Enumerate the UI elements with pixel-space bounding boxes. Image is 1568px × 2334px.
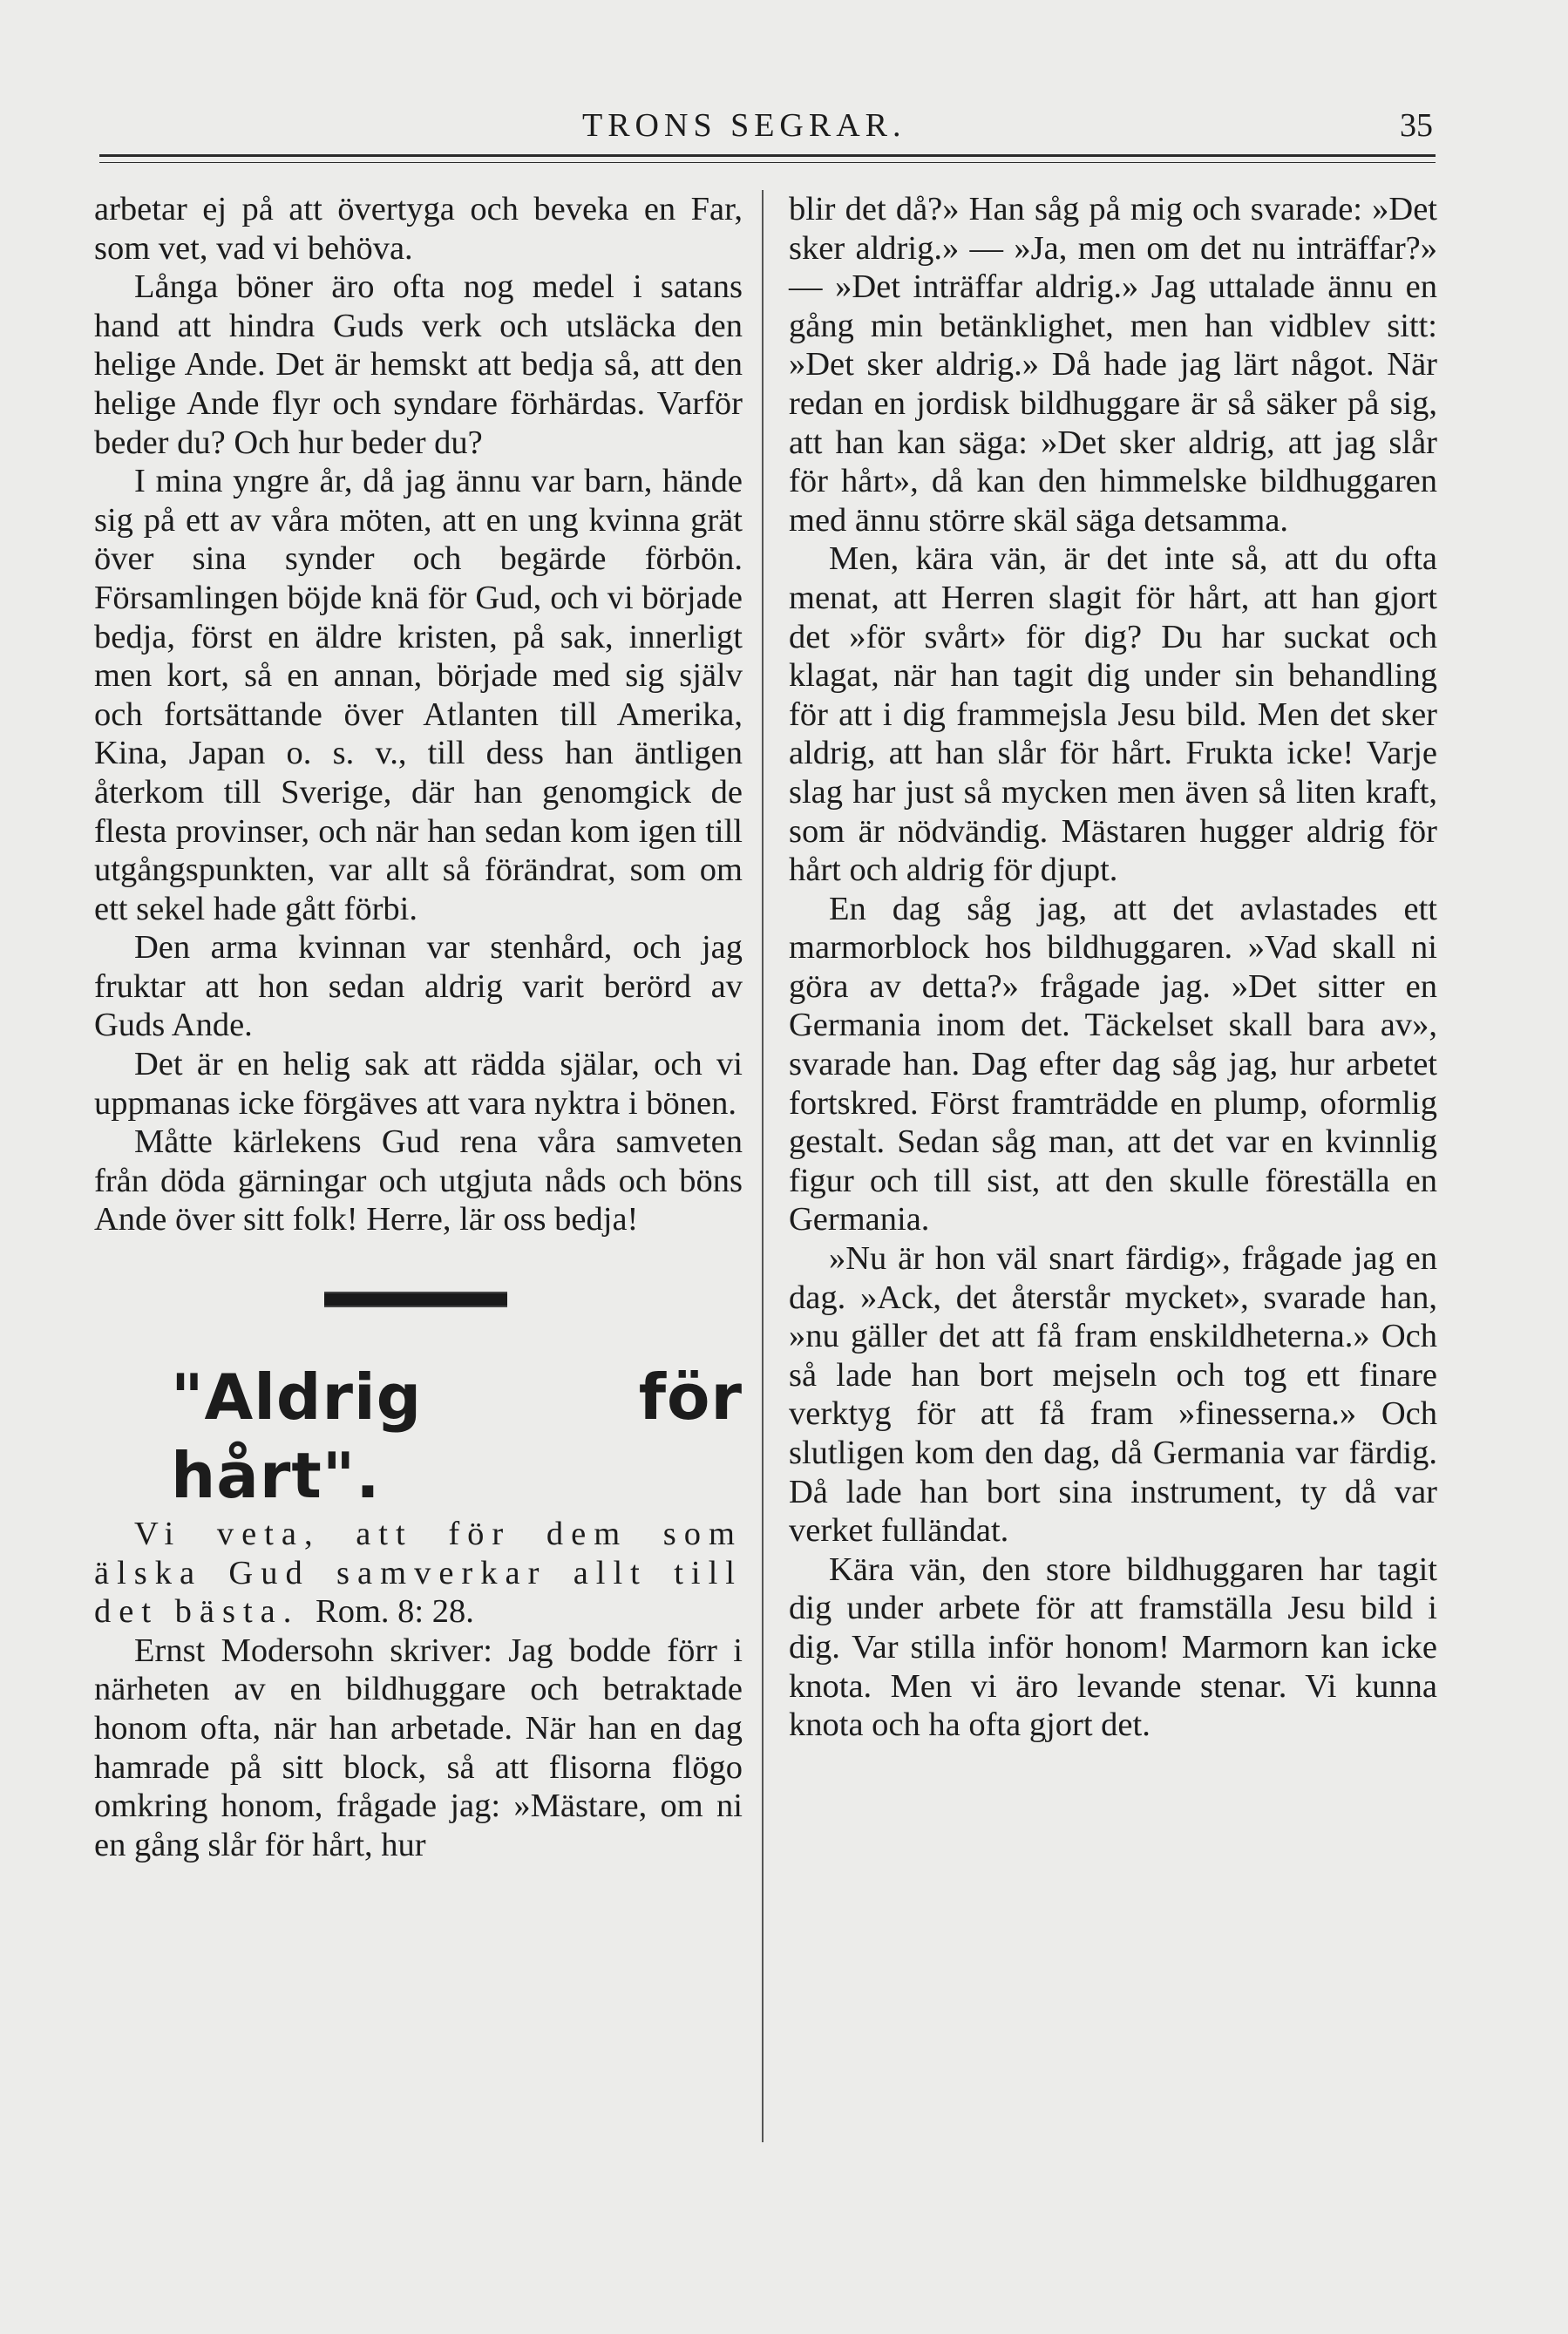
paragraph: »Nu är hon väl snart färdig», frågade jag en dag. »Ack, det återstår mycket», svarade han, »nu gäller det att få fram enskildheterna.» Och så lade han bort mejseln och tog ett finare verktyg för att få fram »finesserna.» Och slutligen kom den dag, då Germania var färdig. Då lade han bort sina instrument, ty då var verket fulländat. bbox=[789, 1240, 1437, 1550]
running-header bbox=[0, 103, 1568, 155]
right-column bbox=[789, 190, 1437, 1745]
paragraph: Men, kära vän, är det inte så, att du ofta menat, att Herren slagit för hårt, att han gjort det »för svårt» för dig? Du har suckat och klagat, när han tagit dig under sin behandling för att i dig frammejsla Jesu bild. Men det sker aldrig, att han slår för hårt. Frukta icke! Varje slag har just så mycken men även så liten kraft, som är nödvändig. Mästaren hugger aldrig för hårt och aldrig för djupt. bbox=[789, 540, 1437, 889]
paragraph: En dag såg jag, att det avlastades ett marmorblock hos bildhuggaren. »Vad skall ni göra av detta?» frågade jag. »Det sitter en Germania inom det. Täckelset skall bara av», svarade han. Dag efter dag såg jag, hur arbetet fortskred. Först framträdde en plump, oformlig gestalt. Sedan såg man, att det var en kvinnlig figur och till sist, att den skulle föreställa en Germania. bbox=[789, 890, 1437, 1238]
left-column bbox=[94, 190, 743, 1864]
paragraph: arbetar ej på att övertyga och beveka en Far, som vet, vad vi behöva. bbox=[94, 191, 743, 267]
header-rule bbox=[99, 154, 1436, 157]
paragraph: Kära vän, den store bildhuggaren har tagit dig under arbete för att framställa Jesu bild i dig. Var stilla inför honom! Marmorn kan icke knota. Men vi äro levande stenar. Vi kunna knota och ha ofta gjort det. bbox=[789, 1550, 1437, 1744]
paragraph: Den arma kvinnan var stenhård, och jag fruktar att hon sedan aldrig varit berörd av Guds Ande. bbox=[94, 929, 743, 1044]
epigraph-reference: Rom. 8: 28. bbox=[316, 1593, 474, 1631]
epigraph bbox=[94, 1515, 743, 1632]
header-rule-thin bbox=[99, 162, 1436, 163]
paragraph: Måtte kärlekens Gud rena våra samveten från döda gärningar och utgjuta nåds och böns Ande över sitt folk! Herre, lär oss bedja! bbox=[94, 1123, 743, 1238]
paragraph: blir det då?» Han såg på mig och svarade: »Det sker aldrig.» — »Ja, men om det nu inträffar?» — »Det inträffar aldrig.» Jag uttalade ännu en gång min betänklighet, men han vidblev sitt: »Det sker aldrig.» Då hade jag lärt något. När redan en jordisk bildhuggare är så säker på sig, att han kan säga: »Det sker aldrig, att jag slår för hårt», då kan den himmelske bildhuggaren med ännu större skäl säga detsamma. bbox=[789, 191, 1437, 539]
paragraph: Det är en helig sak att rädda själar, och vi uppmanas icke förgäves att vara nyktra i bönen. bbox=[94, 1046, 743, 1122]
epigraph-text: Vi veta, att för dem som älska Gud samverkar allt till det bästa. bbox=[94, 1516, 743, 1631]
paragraph: Långa böner äro ofta nog medel i satans hand att hindra Guds verk och utsläcka den helige Ande. Det är hemskt att bedja så, att den helige Ande flyr och syndare förhärdas. Varför beder du? Och hur beder du? bbox=[94, 268, 743, 461]
section-ornament bbox=[324, 1292, 507, 1307]
paragraph: I mina yngre år, då jag ännu var barn, hände sig på ett av våra möten, att en ung kvinna grät över sina synder och begärde förbön. Församlingen böjde knä för Gud, och vi började bedja, först en äldre kristen, på sak, innerligt men kort, så en annan, började med sig själv och fortsättande över Atlanten till Amerika, Kina, Japan o. s. v., till dess han äntligen återkom till Sverige, där han genomgick de flesta provinser, och när han sedan kom igen till utgångspunkten, var allt så förändrat, som om ett sekel hade gått förbi. bbox=[94, 463, 743, 927]
running-title: TRONS SEGRAR. bbox=[582, 107, 906, 144]
page-number: 35 bbox=[1400, 107, 1433, 144]
paragraph: Ernst Modersohn skriver: Jag bodde förr i närheten av en bildhuggare och betraktade honom ofta, när han arbetade. När han en dag hamrade på sitt block, så att flisorna flögo omkring honom, frågade jag: »Mästare, om ni en gång slår för hårt, hur bbox=[94, 1632, 743, 1863]
article-title: "Aldrig för hårt". bbox=[171, 1360, 743, 1513]
column-divider bbox=[762, 190, 764, 2142]
